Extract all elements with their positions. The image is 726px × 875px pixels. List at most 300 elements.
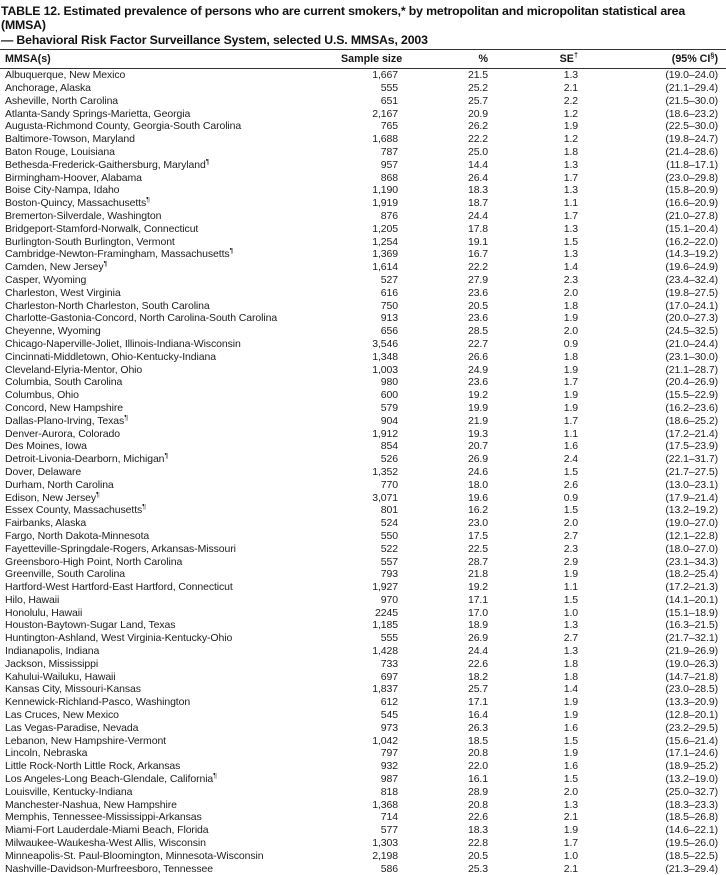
percent-value: 17.0 [467,606,488,619]
mmsa-name: Cheyenne, Wyoming [5,325,101,338]
mmsa-name: Indianapolis, Indiana [5,645,100,658]
se-value: 2.4 [563,453,578,466]
percent-cell [412,619,500,632]
mmsa-name: Las Cruces, New Mexico [5,709,119,722]
mmsa-name: Des Moines, Iowa [5,440,87,453]
sample-size-cell [340,120,412,133]
table-title [0,0,726,49]
ci-cell [588,811,726,824]
ci-value: (21.1–29.4) [665,82,718,95]
sample-size-value: 854 [380,440,398,453]
mmsa-name: Fairbanks, Alaska [5,517,87,530]
table-row [0,824,726,837]
mmsa-cell [0,159,340,172]
mmsa-name: Edison, New Jersey [5,491,96,504]
sample-size-cell [340,223,412,236]
table-row [0,607,726,620]
se-value: 2.1 [563,811,578,824]
mmsa-cell [0,248,340,261]
mmsa-name: Detroit-Livonia-Dearborn, Michigan [5,453,165,466]
se-cell [500,172,588,185]
ci-value: (15.6–21.4) [665,734,718,747]
percent-cell [412,261,500,274]
table-row [0,376,726,389]
mmsa-cell [0,632,340,645]
se-cell [500,376,588,389]
ci-value: (21.4–28.6) [665,146,718,158]
ci-cell [588,338,726,351]
percent-value: 17.1 [467,696,488,709]
se-value: 0.9 [563,337,578,350]
percent-value: 22.8 [467,837,488,850]
se-cell [500,594,588,607]
se-cell [500,735,588,748]
percent-value: 21.9 [467,414,488,427]
table-row [0,133,726,146]
ci-value: (16.3–21.5) [665,619,718,632]
sample-size-cell [340,799,412,812]
ci-value: (18.6–25.2) [665,414,718,427]
se-cell [500,248,588,261]
percent-value: 25.7 [467,683,488,696]
mmsa-name: Huntington-Ashland, West Virginia-Kentucky-Ohio [5,632,233,645]
percent-cell [412,530,500,543]
ci-cell [588,773,726,786]
mmsa-cell [0,568,340,581]
sample-size-cell [340,581,412,594]
ci-value: (15.1–18.9) [665,606,718,619]
se-value: 2.3 [563,273,578,286]
mmsa-cell [0,747,340,760]
table-row [0,863,726,875]
se-value: 2.0 [563,785,578,798]
sample-size-cell [340,504,412,517]
sample-size-value: 545 [380,709,398,722]
se-value: 2.3 [563,542,578,555]
se-cell [500,607,588,620]
percent-value: 17.8 [467,222,488,235]
mmsa-cell [0,466,340,479]
mmsa-name: Miami-Fort Lauderdale-Miami Beach, Florida [5,824,209,837]
se-value: 1.9 [563,120,578,133]
percent-cell [412,95,500,108]
ci-cell [588,261,726,274]
se-value: 1.8 [563,146,578,158]
pilcrow-footnote-mark: ¶ [205,158,210,166]
table-row [0,120,726,133]
mmsa-name: Boston-Quincy, Massachusetts [5,197,147,210]
col-header-ci [588,50,726,69]
se-cell [500,568,588,581]
percent-value: 20.7 [467,440,488,453]
percent-value: 18.0 [467,478,488,491]
ci-value: (17.2–21.4) [665,427,718,440]
sample-size-value: 765 [380,120,398,133]
table-row [0,632,726,645]
table-row [0,850,726,863]
sample-size-cell [340,376,412,389]
percent-cell [412,671,500,684]
sample-size-value: 750 [380,299,398,312]
percent-cell [412,773,500,786]
ci-cell [588,312,726,325]
sample-size-value: 1,042 [372,734,398,747]
ci-cell [588,863,726,875]
mmsa-cell [0,274,340,287]
se-value: 1.5 [563,235,578,248]
mmsa-name: Kennewick-Richland-Pasco, Washington [5,696,191,709]
sample-size-cell [340,492,412,505]
table-row [0,261,726,274]
mmsa-name: Denver-Aurora, Colorado [5,427,121,440]
sample-size-cell [340,863,412,875]
se-cell [500,300,588,313]
ci-cell [588,184,726,197]
mmsa-name: Bremerton-Silverdale, Washington [5,209,162,222]
se-header-label: SE [559,53,574,66]
mmsa-cell [0,300,340,313]
ci-cell [588,223,726,236]
sample-size-cell [340,747,412,760]
header-row [0,50,726,69]
ci-cell [588,760,726,773]
sample-size-value: 1,003 [372,363,398,376]
ci-cell [588,594,726,607]
mmsa-cell [0,133,340,146]
sample-size-cell [340,453,412,466]
ci-value: (14.1–20.1) [665,593,718,606]
mmsa-name: Baton Rouge, Louisiana [5,146,115,158]
sample-size-value: 550 [380,529,398,542]
mmsa-cell [0,760,340,773]
ci-cell [588,351,726,364]
se-cell [500,645,588,658]
ci-value: (18.2–25.4) [665,568,718,581]
percent-value: 26.3 [467,721,488,734]
se-value: 1.8 [563,670,578,683]
table-row [0,581,726,594]
se-value: 1.9 [563,747,578,760]
mmsa-name: Kahului-Wailuku, Hawaii [5,670,116,683]
sample-size-value: 970 [380,593,398,606]
mmsa-cell [0,683,340,696]
mmsa-cell [0,287,340,300]
mmsa-cell [0,504,340,517]
se-cell [500,402,588,415]
mmsa-cell [0,837,340,850]
sample-size-cell [340,658,412,671]
mmsa-name: Milwaukee-Waukesha-West Allis, Wisconsin [5,837,206,850]
table-row [0,325,726,338]
percent-value: 24.6 [467,465,488,478]
percent-cell [412,517,500,530]
percent-value: 23.6 [467,376,488,389]
ci-cell [588,607,726,620]
mmsa-name: Dover, Delaware [5,465,82,478]
percent-cell [412,69,500,82]
sample-size-value: 868 [380,171,398,184]
percent-value: 19.9 [467,401,488,414]
mmsa-cell [0,811,340,824]
ci-value: (12.1–22.8) [665,529,718,542]
mmsa-name: Little Rock-North Little Rock, Arkansas [5,760,181,773]
ci-value: (14.3–19.2) [665,248,718,261]
table-row [0,773,726,786]
table-row [0,786,726,799]
se-cell [500,325,588,338]
sample-size-cell [340,415,412,428]
table-row [0,760,726,773]
mmsa-cell [0,722,340,735]
ci-value: (18.9–25.2) [665,760,718,773]
percent-value: 27.9 [467,273,488,286]
sample-size-cell [340,543,412,556]
ci-cell [588,671,726,684]
se-cell [500,517,588,530]
mmsa-name: Honolulu, Hawaii [5,606,83,619]
sample-size-value: 714 [380,811,398,824]
se-value: 1.8 [563,299,578,312]
ci-value: (19.0–26.3) [665,657,718,670]
sample-size-cell [340,325,412,338]
ci-value: (18.5–26.8) [665,811,718,824]
table-row [0,159,726,172]
percent-cell [412,428,500,441]
percent-value: 22.0 [467,760,488,773]
percent-cell [412,389,500,402]
mmsa-name: Asheville, North Carolina [5,94,119,107]
mmsa-cell [0,108,340,121]
ci-header-label: (95% CI [671,53,711,66]
se-cell [500,453,588,466]
mmsa-name: Cambridge-Newton-Framingham, Massachusetts [5,248,230,261]
ci-value: (16.6–20.9) [665,197,718,210]
table-row [0,312,726,325]
sample-size-value: 797 [380,747,398,760]
mmsa-cell [0,581,340,594]
mmsa-cell [0,440,340,453]
ci-value: (19.6–24.9) [665,261,718,274]
mmsa-name: Bethesda-Frederick-Gaithersburg, Maryland [5,158,206,171]
sample-size-cell [340,261,412,274]
sample-size-cell [340,824,412,837]
pilcrow-footnote-mark: ¶ [146,197,151,204]
table-row [0,709,726,722]
percent-value: 18.3 [467,824,488,837]
se-value: 1.3 [563,619,578,632]
table-row [0,274,726,287]
mmsa-name: Columbia, South Carolina [5,376,123,389]
pilcrow-footnote-mark: ¶ [96,491,100,499]
table-row [0,82,726,95]
table-row [0,95,726,108]
se-cell [500,722,588,735]
sample-size-value: 818 [380,785,398,798]
pilcrow-footnote-mark: ¶ [103,261,108,268]
sample-size-cell [340,402,412,415]
table-row [0,530,726,543]
table-row [0,722,726,735]
sample-size-value: 876 [380,209,398,222]
percent-value: 20.9 [467,107,488,120]
sample-size-value: 1,912 [372,427,398,440]
se-cell [500,709,588,722]
percent-value: 21.8 [467,568,488,581]
percent-value: 25.2 [467,82,488,95]
sample-size-cell [340,709,412,722]
percent-cell [412,210,500,223]
se-cell [500,312,588,325]
se-cell [500,556,588,569]
se-value: 2.0 [563,517,578,530]
percent-value: 17.5 [467,529,488,542]
percent-value: 14.4 [467,158,488,171]
ci-value: (18.3–23.3) [665,798,718,811]
percent-value: 19.1 [467,235,488,248]
ci-cell [588,735,726,748]
ci-value: (13.3–20.9) [665,696,718,709]
mmsa-name: Birmingham-Hoover, Alabama [5,171,142,184]
pilcrow-footnote-mark: ¶ [213,773,218,780]
percent-value: 20.5 [467,849,488,862]
mmsa-name: Chicago-Naperville-Joliet, Illinois-Indiana-Wisconsin [5,337,241,350]
percent-cell [412,594,500,607]
percent-cell [412,415,500,428]
ci-value: (14.6–22.1) [665,824,718,837]
ci-cell [588,146,726,159]
col-header-mmsa: MMSA(s) [0,50,340,69]
mmsa-name: Manchester-Nashua, New Hampshire [5,798,177,811]
se-value: 1.2 [563,133,578,146]
sample-size-value: 1,254 [372,235,398,248]
table-row [0,146,726,159]
mmsa-cell [0,69,340,82]
se-value: 2.1 [563,862,578,875]
ci-cell [588,274,726,287]
dagger-footnote-mark: † [573,50,578,60]
mmsa-cell [0,619,340,632]
sample-size-cell [340,722,412,735]
percent-cell [412,440,500,453]
percent-cell [412,556,500,569]
sample-size-value: 1,185 [372,619,398,632]
percent-cell [412,850,500,863]
percent-cell [412,683,500,696]
se-cell [500,274,588,287]
percent-cell [412,799,500,812]
percent-value: 18.7 [467,197,488,210]
percent-cell [412,786,500,799]
percent-cell [412,236,500,249]
table-row [0,108,726,121]
percent-cell [412,312,500,325]
ci-value: (18.5–22.5) [665,849,718,862]
mmsa-name: Burlington-South Burlington, Vermont [5,235,175,248]
sample-size-cell [340,210,412,223]
mmsa-cell [0,351,340,364]
se-value: 1.9 [563,824,578,837]
ci-value: (13.2–19.0) [665,773,718,786]
se-value: 1.9 [563,709,578,722]
percent-cell [412,453,500,466]
table-row [0,683,726,696]
ci-cell [588,850,726,863]
mmsa-name: Atlanta-Sandy Springs-Marietta, Georgia [5,107,191,120]
ci-value: (21.5–30.0) [665,94,718,107]
percent-cell [412,82,500,95]
table-row [0,671,726,684]
percent-value: 23.0 [467,517,488,530]
sample-size-value: 1,919 [372,197,398,210]
se-cell [500,389,588,402]
ci-value: (19.0–27.0) [665,517,718,530]
table-row [0,236,726,249]
pilcrow-footnote-mark: ¶ [142,504,147,511]
ci-value: (24.5–32.5) [665,325,718,338]
ci-cell [588,159,726,172]
ci-cell [588,799,726,812]
table-row [0,556,726,569]
mmsa-cell [0,671,340,684]
mmsa-cell [0,850,340,863]
mmsa-name: Houston-Baytown-Sugar Land, Texas [5,619,176,632]
percent-cell [412,466,500,479]
table-row [0,197,726,210]
percent-cell [412,402,500,415]
sample-size-cell [340,568,412,581]
sample-size-cell [340,671,412,684]
ci-cell [588,389,726,402]
mmsa-name: Cincinnati-Middletown, Ohio-Kentucky-Indiana [5,350,216,363]
ci-value: (15.5–22.9) [665,389,718,402]
se-value: 2.7 [563,632,578,645]
se-cell [500,811,588,824]
se-cell [500,619,588,632]
ci-value: (13.0–23.1) [665,478,718,491]
percent-value: 18.5 [467,734,488,747]
ci-cell [588,504,726,517]
se-value: 1.1 [563,197,578,210]
sample-size-cell [340,197,412,210]
sample-size-cell [340,466,412,479]
table-row [0,658,726,671]
se-value: 1.5 [563,465,578,478]
percent-value: 20.8 [467,798,488,811]
se-value: 1.9 [563,568,578,581]
se-value: 1.5 [563,593,578,606]
ci-cell [588,632,726,645]
percent-cell [412,735,500,748]
sample-size-cell [340,530,412,543]
sample-size-cell [340,312,412,325]
se-value: 1.9 [563,696,578,709]
percent-cell [412,568,500,581]
percent-value: 22.2 [467,133,488,146]
percent-value: 18.3 [467,184,488,197]
percent-cell [412,287,500,300]
ci-cell [588,517,726,530]
se-value: 1.2 [563,107,578,120]
mmsa-name: Charleston-North Charleston, South Carolina [5,299,210,312]
ci-cell [588,236,726,249]
percent-cell [412,658,500,671]
sample-size-cell [340,274,412,287]
mmsa-name: Camden, New Jersey [5,261,104,274]
percent-cell [412,492,500,505]
col-header-sample-size: Sample size [340,50,412,69]
table-row [0,389,726,402]
percent-cell [412,811,500,824]
